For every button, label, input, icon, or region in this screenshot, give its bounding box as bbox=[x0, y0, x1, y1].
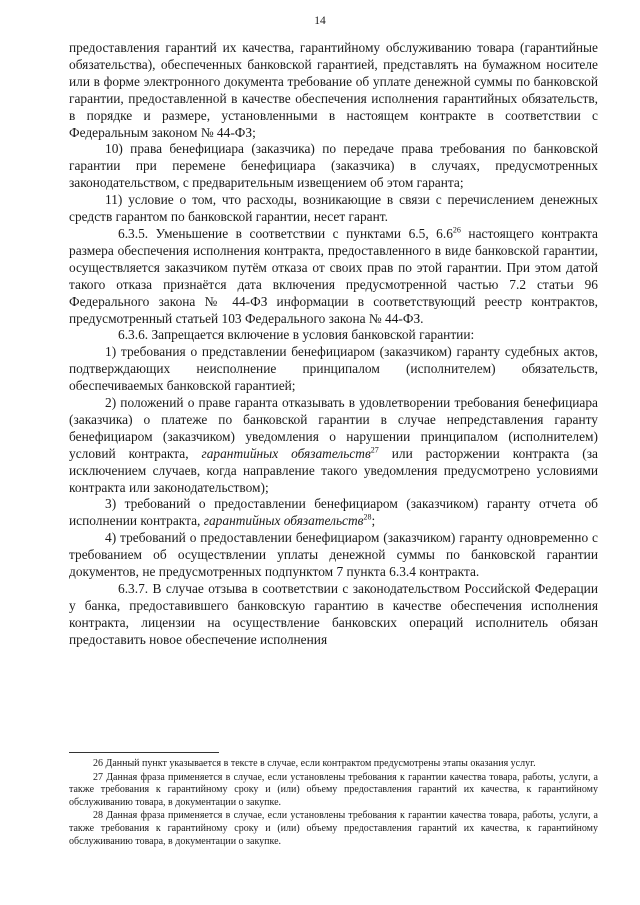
paragraph-6-3-6: 6.3.6. Запрещается включение в условия банковской гарантии: bbox=[118, 327, 475, 343]
prohibition-2-end: или расторжении контракта (за исключением случаев, когда направление такого уведомления предусмотрено условиями контракта или законодательством); bbox=[69, 445, 598, 495]
paragraph-6-3-5-end: настоящего контракта размера обеспечения исполнения контракта, предоставленного в виде банковской гарантии, осуществляется заказчиком путём отказа от своих прав по этой гарантии. При этом датой такого отказа признаётся дата включения предусмотренной частью 7.2 статьи 96 Федерального закона № 44-ФЗ информации в соответствующий реестр контрактов, предусмотренный статьей 103 Федерального закона № 44-ФЗ. bbox=[69, 225, 599, 326]
footnote-ref-27: 27 bbox=[370, 445, 379, 455]
paragraph-item-10: 10) права бенефициара (заказчика) по передаче права требования по банковской гарантии при перемене бенефициара (заказчика) в случаях, предусмотренных законодательством, с предварительным извещением об этом гаранта; bbox=[69, 141, 598, 191]
footnote-divider bbox=[69, 752, 219, 753]
prohibition-3-italic: гарантийных обязательств bbox=[203, 513, 364, 529]
footnote-27: 27 Данная фраза применяется в случае, если установлены требования к гарантии качества товара, работы, услуги, а также требования к гарантийному сроку и (или) объему предоставления гарантий их качества, к гарантийному обслуживанию товара, в документации о закупке. bbox=[69, 771, 598, 808]
prohibition-3-start: 3) требований о предоставлении бенефициаром (заказчиком) гаранту отчета об исполнении контракта, bbox=[69, 496, 598, 529]
paragraph-prohibition-3 bbox=[69, 496, 598, 530]
paragraph-guarantee-obligations: предоставления гарантий их качества, гарантийному обслуживанию товара (гарантийные обязательства), обеспеченных банковской гарантией, представлять на бумажном носителе или в форме электронного документа требование об уплате денежной суммы по банковской гарантии, предоставленной в качестве обеспечения исполнения гарантийных обязательств, в порядке и размере, установленными в настоящем контракте в соответствии с Федеральным законом № 44-ФЗ; bbox=[69, 40, 598, 140]
footnote-26: 26 Данный пункт указывается в тексте в случае, если контрактом предусмотрены этапы оказания услуг. bbox=[93, 758, 536, 769]
contract-body bbox=[69, 40, 598, 649]
prohibition-3-end: ; bbox=[371, 513, 376, 529]
paragraph-6-3-5 bbox=[69, 226, 598, 327]
paragraph-6-3-5-start: 6.3.5. Уменьшение в соответствии с пунктами 6.5, 6.6 bbox=[118, 225, 453, 241]
paragraph-6-3-7: 6.3.7. В случае отзыва в соответствии с законодательством Российской Федерации у банка, предоставившего банковскую гарантию в качестве обеспечения исполнения контракта, лицензии на осуществление банковских операций исполнитель обязан предоставить новое обеспечение исполнения bbox=[69, 581, 598, 647]
prohibition-2-italic: гарантийных обязательств bbox=[201, 445, 371, 461]
paragraph-prohibition-2 bbox=[69, 395, 598, 496]
page-number: 14 bbox=[314, 15, 326, 27]
footnote-ref-26: 26 bbox=[452, 225, 461, 235]
paragraph-prohibition-4: 4) требований о предоставлении бенефициаром (заказчиком) гаранту одновременно с требованием об осуществлении уплаты денежной суммы по банковской гарантии документов, не предусмотренных подпунктом 7 пункта 6.3.4 контракта. bbox=[69, 530, 598, 580]
footnote-28: 28 Данная фраза применяется в случае, если установлены требования к гарантии качества товара, работы, услуги, а также требования к гарантийному сроку и (или) объему предоставления гарантий их качества, к гарантийному обслуживанию товара, в документации о закупке. bbox=[69, 810, 598, 847]
footnotes bbox=[69, 758, 598, 849]
paragraph-prohibition-1: 1) требования о представлении бенефициаром (заказчиком) гаранту судебных актов, подтверждающих неисполнение принципалом (исполнителем) обязательств, обеспечиваемых банковской гарантией; bbox=[69, 344, 598, 394]
paragraph-item-11: 11) условие о том, что расходы, возникающие в связи с перечислением денежных средств гарантом по банковской гарантии, несет гарант. bbox=[69, 192, 598, 225]
prohibition-2-start: 2) положений о праве гаранта отказывать в удовлетворении требования бенефициара (заказчика) о платеже по банковской гарантии в случае непредставления гаранту бенефициаром (заказчиком) уведомления о нарушении принципалом (исполнителем) условий контракта, bbox=[69, 395, 598, 461]
footnote-ref-28: 28 bbox=[363, 512, 372, 522]
